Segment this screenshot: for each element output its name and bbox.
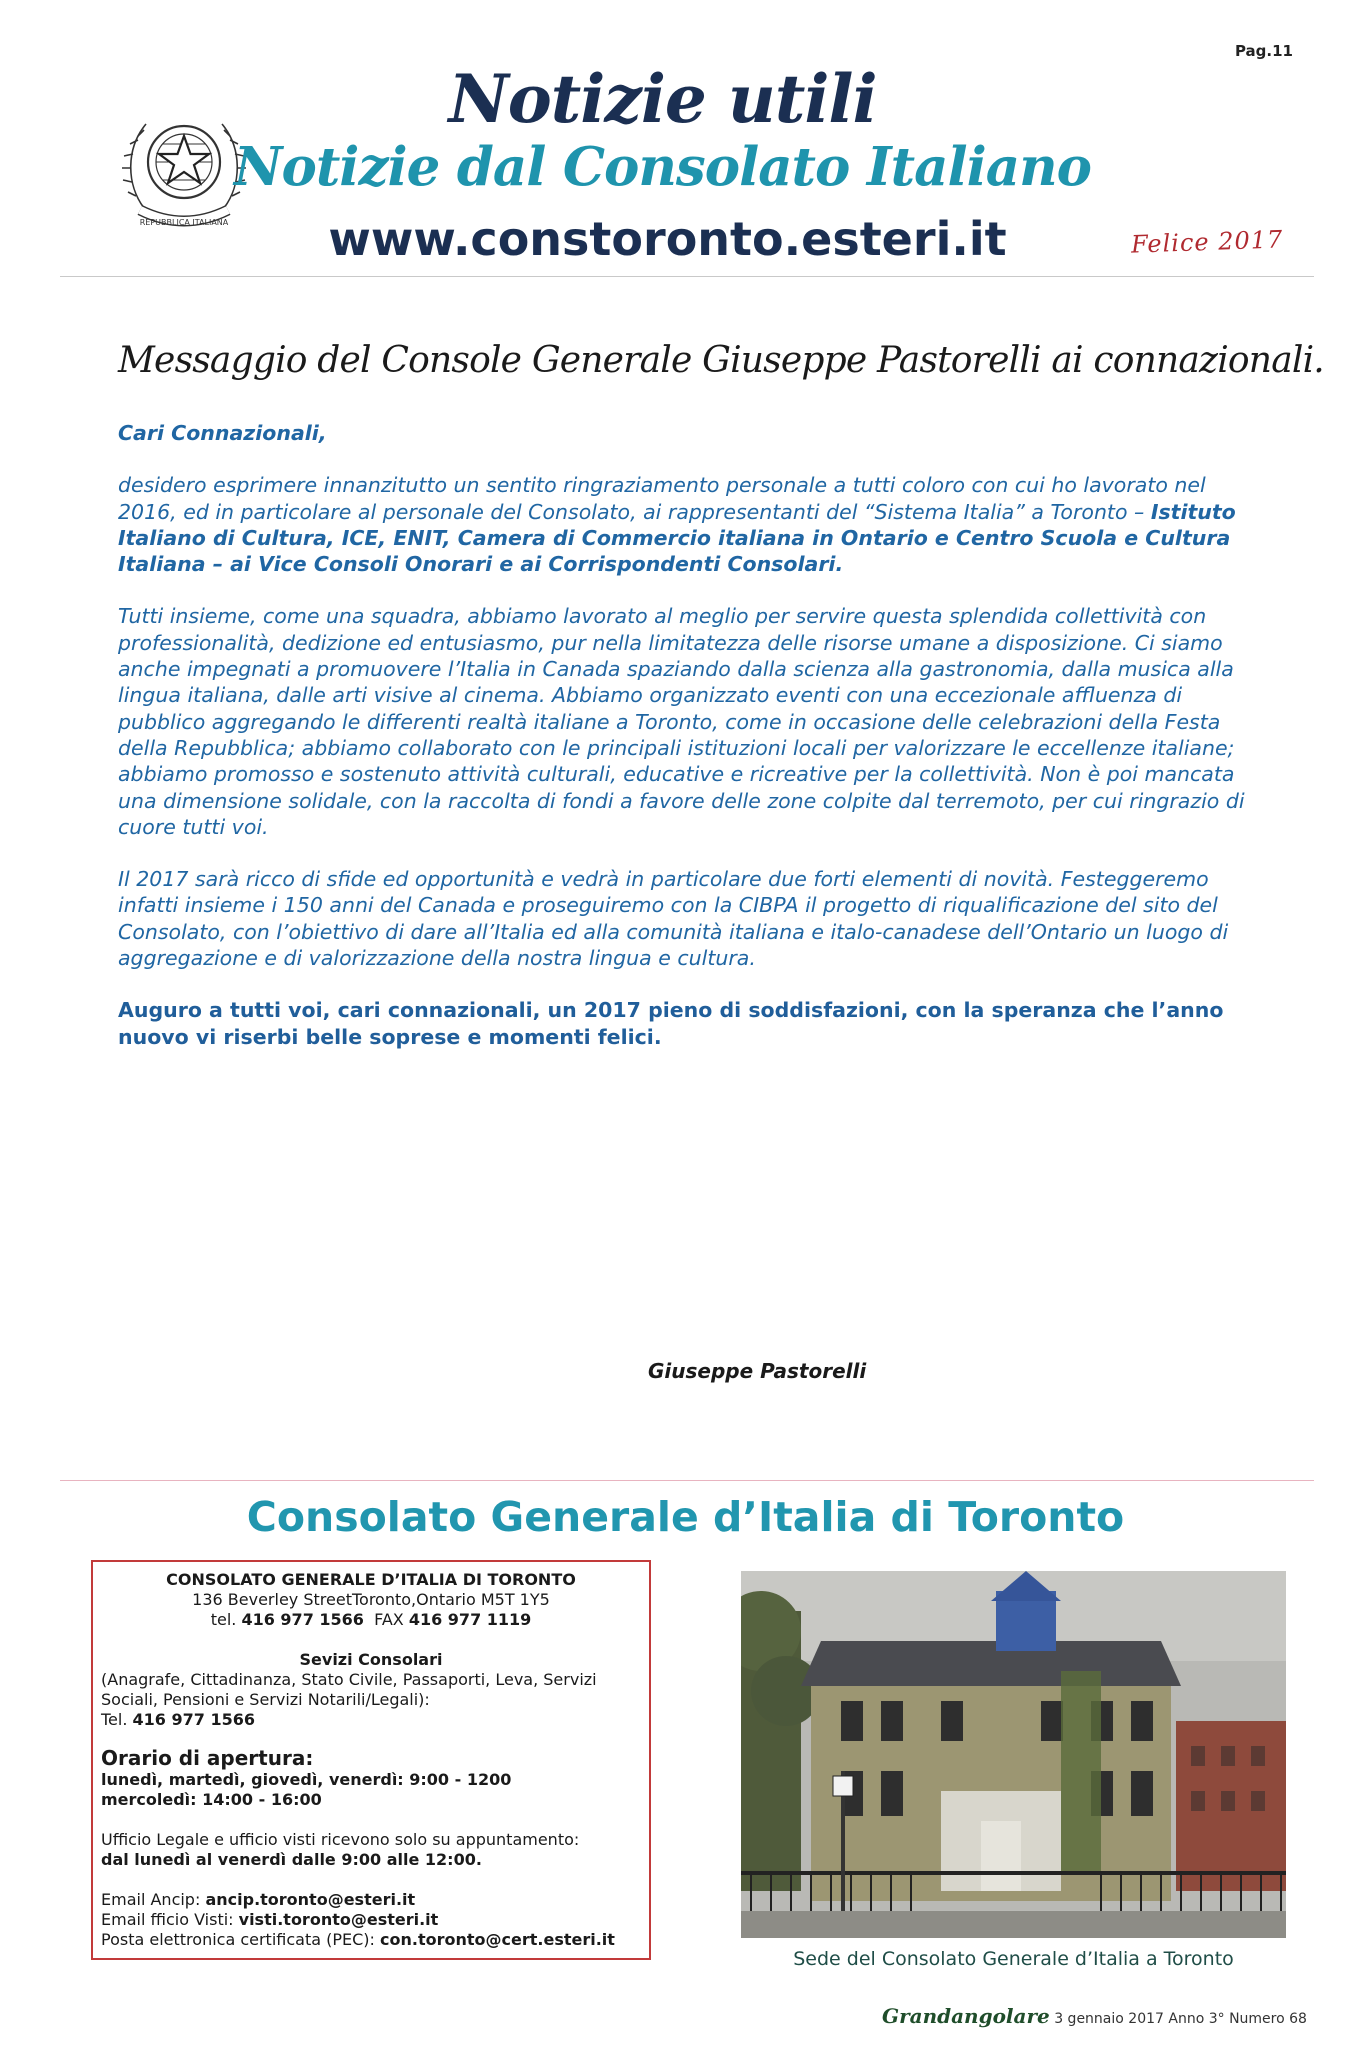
footer [882, 2004, 1307, 2028]
legal-office-note: Ufficio Legale e ufficio visti ricevono solo su appuntamento: [101, 1830, 580, 1849]
section-title: Consolato Generale d’Italia di Toronto [246, 1493, 1125, 1541]
consulate-info-box [91, 1560, 651, 1960]
consulate-address: 136 Beverley StreetToronto,Ontario M5T 1Y5 [192, 1590, 550, 1609]
issue-info: 3 gennaio 2017 Anno 3° Numero 68 [1054, 2011, 1307, 2027]
hours-title: Orario di apertura: [101, 1746, 314, 1770]
services-description: (Anagrafe, Cittadinanza, Stato Civile, Passaporti, Leva, Servizi Sociali, Pensioni e Servizi Notarili/Legali): [101, 1670, 597, 1709]
publication-name: Grandangolare [882, 2004, 1050, 2028]
consulate-building-photo [741, 1571, 1286, 1938]
website-link[interactable]: www.constoronto.esteri.it [328, 212, 1007, 266]
message-paragraph-3: Il 2017 sarà ricco di sfide ed opportunità e vedrà in particolare due forti elementi di novità. Festeggeremo infatti insieme i 150 anni del Canada e proseguiremo con la CIBPA il progetto di riqualificazione del sito del Consolato, con l’obiettivo di dare all’Italia ed alla comunità italiana e italo-canadese dell’Ontario un luogo di aggregazione e di valorizzazione della nostra lingua e cultura. [118, 867, 1229, 971]
services-title: Sevizi Consolari [299, 1650, 443, 1669]
hours-weekdays: lunedì, martedì, giovedì, venerdì: 9:00 - 1200 [101, 1770, 512, 1789]
message-closing: Auguro a tutti voi, cari connazionali, un 2017 pieno di soddisfazioni, con la speranza che l’anno nuovo vi riserbi belle soprese e momenti felici. [118, 998, 1224, 1049]
email-pec: Posta elettronica certificata (PEC): con.toronto@cert.esteri.it [101, 1930, 615, 1949]
page-number: Pag.11 [1234, 42, 1293, 60]
paragraph-bold-text: Istituto Italiano di Cultura, ICE, ENIT, Camera di Commercio italiana in Ontario e Centro Scuola e Cultura Italiana – ai Vice Consoli Onorari e ai Corrispondenti Consolari. [118, 499, 1236, 577]
email-visti: Email fficio Visti: visti.toronto@esteri.it [101, 1910, 439, 1929]
page-subtitle: Notizie dal Consolato Italiano [234, 136, 1091, 198]
message-paragraph-1 [118, 472, 1248, 577]
message-title: Messaggio del Console Generale Giuseppe Pastorelli ai connazionali. [118, 340, 1324, 381]
svg-text:REPUBBLICA ITALIANA: REPUBBLICA ITALIANA [139, 218, 229, 227]
message-greeting: Cari Connazionali, [118, 421, 327, 445]
legal-office-hours: dal lunedì al venerdì dalle 9:00 alle 12:00. [101, 1850, 482, 1869]
message-body [118, 420, 1248, 1076]
paragraph-text: desidero esprimere innanzitutto un sentito ringraziamento personale a tutti coloro con cui ho lavorato nel 2016, ed in particolare al personale del Consolato, ai rappresentanti del “Sistema Italia” a Toronto – [118, 473, 1206, 524]
services-phone: Tel. 416 977 1566 [101, 1710, 255, 1729]
handwritten-note: Felice 2017 [1130, 225, 1284, 259]
consulate-phone: tel. 416 977 1566 FAX 416 977 1119 [210, 1610, 532, 1629]
hours-wednesday: mercoledì: 14:00 - 16:00 [101, 1790, 322, 1809]
email-ancip: Email Ancip: ancip.toronto@esteri.it [101, 1890, 416, 1909]
header-divider [60, 276, 1314, 277]
email-ancip-link[interactable]: ancip.toronto@esteri.it [205, 1890, 416, 1909]
email-visti-link[interactable]: visti.toronto@esteri.it [238, 1910, 439, 1929]
section-divider [60, 1480, 1314, 1481]
consulate-name: CONSOLATO GENERALE D’ITALIA DI TORONTO [166, 1570, 576, 1589]
photo-caption: Sede del Consolato Generale d’Italia a Toronto [793, 1948, 1234, 1970]
page-title: Notizie utili [448, 60, 877, 138]
message-paragraph-2: Tutti insieme, come una squadra, abbiamo lavorato al meglio per servire questa splendida collettività con professionalità, dedizione ed entusiasmo, pur nella limitatezza delle risorse umane a disposizione. Ci siamo anche impegnati a promuovere l’Italia in Canada spaziando dalla scienza alla gastronomia, dalla musica alla lingua italiana, dalle arti visive al cinema. Abbiamo organizzato eventi con una eccezionale affluenza di pubblico aggregando le differenti realtà italiane a Toronto, come in occasione delle celebrazioni della Festa della Repubblica; abbiamo collaborato con le principali istituzioni locali per valorizzare le eccellenze italiane; abbiamo promosso e sostenuto attività culturali, educative e ricreative per la collettività. Non è poi mancata una dimensione solidale, con la raccolta di fondi a favore delle zone colpite dal terremoto, per cui ringrazio di cuore tutti voi. [118, 604, 1245, 839]
email-pec-link[interactable]: con.toronto@cert.esteri.it [380, 1930, 615, 1949]
signature: Giuseppe Pastorelli [648, 1359, 867, 1383]
